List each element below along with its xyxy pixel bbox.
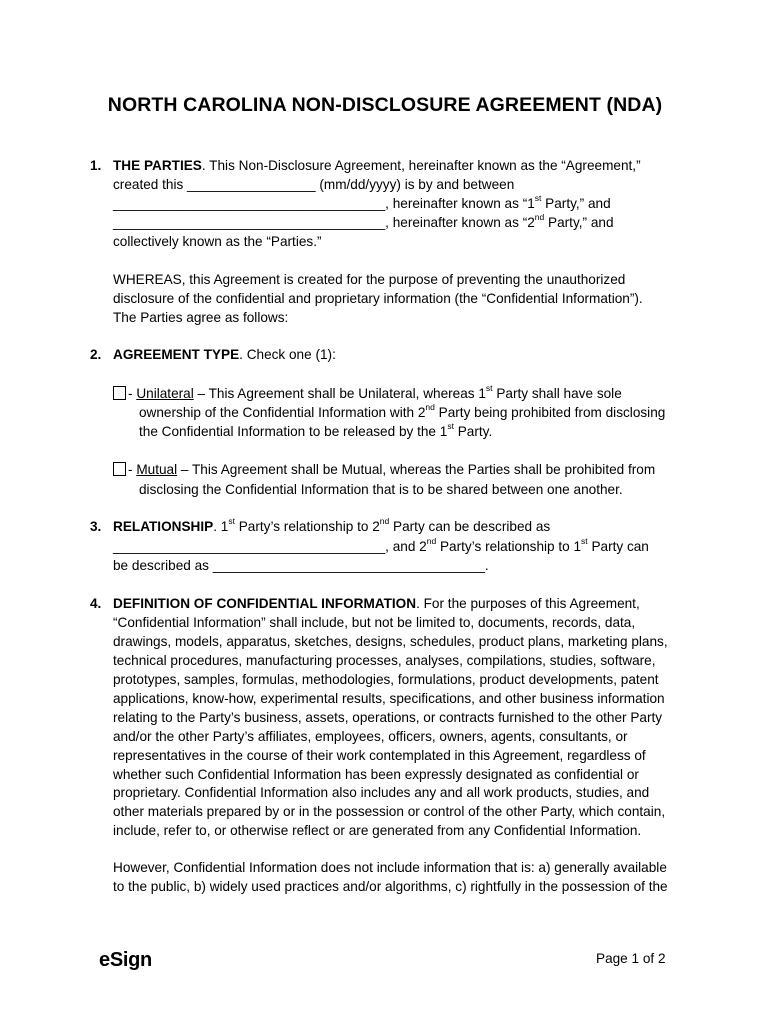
- section-4-number: 4.: [90, 596, 102, 611]
- unilateral-line-3: the Confidential Information to be released by the 1st Party.: [139, 421, 493, 439]
- section-3-number: 3.: [90, 519, 102, 534]
- mutual-checkbox[interactable]: [113, 462, 126, 476]
- section-4-body-line: whether such Confidential Information has been expressly designated as confidential or: [113, 767, 639, 782]
- section-4-line-1: DEFINITION OF CONFIDENTIAL INFORMATION. For the purposes of this Agreement,: [113, 596, 640, 611]
- page-number: Page 1 of 2: [596, 951, 666, 966]
- whereas-line-3: The Parties agree as follows:: [113, 310, 289, 325]
- section-4-body-line: technical procedures, manufacturing processes, analyses, compilations, studies, software,: [113, 653, 656, 668]
- section-1-line-3: ____________________________________, hereinafter known as “1st Party,” and: [113, 193, 611, 211]
- section-4-however-line-2: to the public, b) widely used practices and/or algorithms, c) rightfully in the possession of the: [113, 879, 668, 894]
- section-4-body-line: “Confidential Information” shall include, but not be limited to, documents, records, data,: [113, 615, 636, 630]
- section-4-however-line-1: However, Confidential Information does not include information that is: a) generally available: [113, 860, 667, 875]
- section-3-heading: RELATIONSHIP: [113, 519, 214, 534]
- section-4-heading: DEFINITION OF CONFIDENTIAL INFORMATION: [113, 596, 417, 611]
- section-4-body-line: other materials prepared by or in the possession or control of the other Party, which contain,: [113, 804, 666, 819]
- mutual-label: Mutual: [136, 462, 178, 477]
- whereas-line-1: WHEREAS, this Agreement is created for the purpose of preventing the unauthorized: [113, 272, 626, 287]
- section-1-number: 1.: [90, 158, 102, 173]
- esign-logo: eSign: [99, 949, 152, 971]
- section-4-body-line: prototypes, samples, formulas, methodologies, formulations, product developments, patent: [113, 672, 659, 687]
- unilateral-checkbox[interactable]: [113, 386, 126, 400]
- section-3-line-2: ____________________________________, and 2nd Party’s relationship to 1st Party can: [113, 536, 649, 554]
- section-4-body-line: proprietary. Confidential Information also includes any and all work products, studies, and: [113, 785, 650, 800]
- unilateral-line-2: ownership of the Confidential Information with 2nd Party being prohibited from disclosing: [139, 402, 666, 420]
- section-3-line-3: be described as ____________________________________.: [113, 558, 489, 573]
- section-1-line-5: collectively known as the “Parties.”: [113, 234, 322, 249]
- section-1-heading: THE PARTIES: [113, 158, 202, 173]
- section-2-line-1: AGREEMENT TYPE. Check one (1):: [113, 347, 336, 362]
- section-2-heading: AGREEMENT TYPE: [113, 347, 240, 362]
- section-4-body-line: and/or the other Party’s affiliates, employees, officers, owners, agents, consultants, or: [113, 729, 628, 744]
- unilateral-line-1: - Unilateral – This Agreement shall be Unilateral, whereas 1st Party shall have sole: [128, 383, 622, 401]
- mutual-line-2: disclosing the Confidential Information that is to be shared between one another.: [139, 482, 623, 497]
- section-4-body-line: applications, know-how, experimental results, specifications, and other business information: [113, 691, 665, 706]
- section-4-body-line: include, refer to, or otherwise reflect or are generated from any Confidential Information.: [113, 823, 642, 838]
- section-1-line-1: THE PARTIES. This Non-Disclosure Agreement, hereinafter known as the “Agreement,”: [113, 158, 641, 173]
- unilateral-label: Unilateral: [136, 386, 194, 401]
- section-1-line-2: created this _________________ (mm/dd/yyyy) is by and between: [113, 177, 515, 192]
- section-4-body-line: representatives in the course of their work contemplated in this Agreement, regardless of: [113, 748, 646, 763]
- mutual-line-1: - Mutual – This Agreement shall be Mutual, whereas the Parties shall be prohibited from: [128, 462, 656, 477]
- section-4-body-line: relating to the Party’s business, assets, operations, or contracts furnished to the other Party: [113, 710, 663, 725]
- document-title: NORTH CAROLINA NON-DISCLOSURE AGREEMENT (NDA): [107, 94, 663, 116]
- section-3-line-1: RELATIONSHIP. 1st Party’s relationship to 2nd Party can be described as: [113, 516, 551, 534]
- section-2-number: 2.: [90, 347, 102, 362]
- whereas-line-2: disclosure of the confidential and proprietary information (the “Confidential Information”).: [113, 291, 643, 306]
- section-1-line-4: ____________________________________, hereinafter known as “2nd Party,” and: [113, 212, 614, 230]
- section-4-body-line: drawings, models, apparatus, sketches, designs, schedules, product plans, marketing plans,: [113, 634, 668, 649]
